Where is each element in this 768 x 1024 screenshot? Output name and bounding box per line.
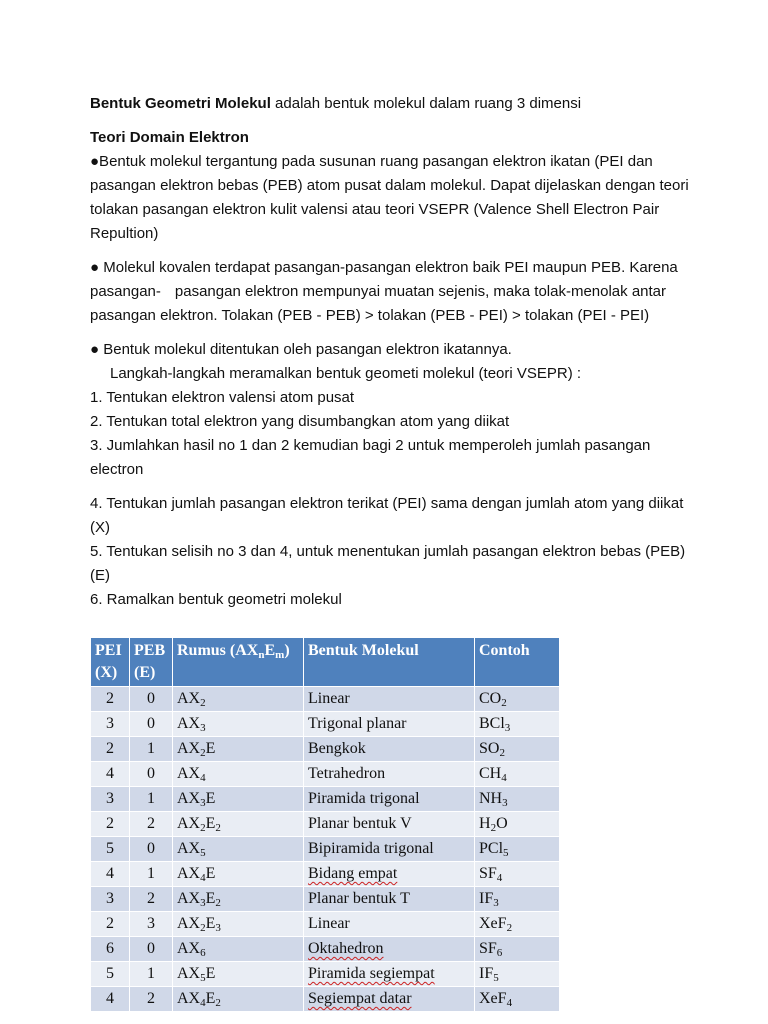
cell-peb: 1 <box>130 962 173 987</box>
cell-contoh: BCl$_3$ <box>475 712 560 737</box>
cell-peb: 1 <box>130 862 173 887</box>
vsepr-table <box>90 637 560 1012</box>
cell-pei: 2 <box>91 687 130 712</box>
intro-definition: adalah bentuk molekul dalam ruang 3 dimensi <box>270 95 582 112</box>
cell-pei: 4 <box>91 862 130 887</box>
cell-peb: 0 <box>130 937 173 962</box>
cell-bentuk: Bengkok <box>304 737 475 762</box>
cell-rumus: $AX_2E_3$ <box>173 912 304 937</box>
cell-pei: 2 <box>91 812 130 837</box>
cell-pei: 4 <box>91 762 130 787</box>
cell-bentuk: Bipiramida trigonal <box>304 837 475 862</box>
cell-rumus: $AX_5$ <box>173 837 304 862</box>
cell-rumus: $AX_6$ <box>173 937 304 962</box>
table-row <box>91 787 560 812</box>
cell-peb: 3 <box>130 912 173 937</box>
step-2: 2. Tentukan total elektron yang disumbangkan atom yang diikat <box>90 413 510 430</box>
section-title: Teori Domain Elektron <box>90 129 249 146</box>
step-1: 1. Tentukan elektron valensi atom pusat <box>90 389 355 406</box>
table-row <box>91 837 560 862</box>
cell-contoh: $IF_5$ <box>475 962 560 987</box>
cell-peb: 0 <box>130 687 173 712</box>
cell-rumus: $AX_2E$ <box>173 737 304 762</box>
cell-contoh: XeF$_2$ <box>475 912 560 937</box>
cell-bentuk: Trigonal planar <box>304 712 475 737</box>
cell-bentuk: Planar bentuk V <box>304 812 475 837</box>
table-row <box>91 762 560 787</box>
cell-bentuk: Piramida segiempat <box>304 962 475 987</box>
cell-contoh: $CO_2$ <box>475 687 560 712</box>
cell-contoh: $CH_4$ <box>475 762 560 787</box>
header-contoh: Contoh <box>475 638 560 687</box>
cell-peb: 0 <box>130 712 173 737</box>
table-row <box>91 937 560 962</box>
cell-contoh: XeF$_4$ <box>475 987 560 1012</box>
table-row <box>91 737 560 762</box>
cell-peb: 1 <box>130 737 173 762</box>
cell-pei: 3 <box>91 887 130 912</box>
intro-term: Bentuk Geometri Molekul <box>90 95 271 112</box>
cell-pei: 4 <box>91 987 130 1012</box>
cell-pei: 2 <box>91 912 130 937</box>
step-4: 4. Tentukan jumlah pasangan elektron terikat (PEI) sama dengan jumlah atom yang diikat (X) <box>90 495 684 536</box>
table-row <box>91 687 560 712</box>
header-rumus: Rumus $(AX_nE_m)$ <box>173 638 304 687</box>
cell-contoh: $SO_2$ <box>475 737 560 762</box>
step-5: 5. Tentukan selisih no 3 dan 4, untuk menentukan jumlah pasangan elektron bebas (PEB) (E) <box>90 543 686 584</box>
cell-pei: 2 <box>91 737 130 762</box>
cell-bentuk: Segiempat datar <box>304 987 475 1012</box>
paragraph-2-part-a: ● Molekul kovalen terdapat pasangan-pasangan elektron baik PEI maupun PEB. Karena pasangan- <box>90 259 678 300</box>
cell-rumus: $AX_3$ <box>173 712 304 737</box>
cell-peb: 0 <box>130 837 173 862</box>
header-pei: PEI (X) <box>91 638 130 687</box>
cell-pei: 3 <box>91 787 130 812</box>
cell-peb: 2 <box>130 987 173 1012</box>
cell-bentuk: Bidang empat <box>304 862 475 887</box>
cell-rumus: $AX_3E$ <box>173 787 304 812</box>
cell-rumus: $AX_2E_2$ <box>173 812 304 837</box>
table-row <box>91 962 560 987</box>
cell-rumus: $AX_4E_2$ <box>173 987 304 1012</box>
table-row <box>91 887 560 912</box>
cell-rumus: $AX_2$ <box>173 687 304 712</box>
cell-rumus: $AX_4$ <box>173 762 304 787</box>
table-row <box>91 812 560 837</box>
table-row <box>91 987 560 1012</box>
cell-contoh: $H_2O$ <box>475 812 560 837</box>
cell-bentuk: Planar bentuk T <box>304 887 475 912</box>
header-bentuk: Bentuk Molekul <box>304 638 475 687</box>
cell-rumus: $AX_3E_2$ <box>173 887 304 912</box>
cell-pei: 5 <box>91 837 130 862</box>
intro-line <box>90 92 690 116</box>
cell-contoh: PCl$_5$ <box>475 837 560 862</box>
cell-rumus: $AX_4E$ <box>173 862 304 887</box>
paragraph-3: ● Bentuk molekul ditentukan oleh pasangan elektron ikatannya. <box>90 341 512 358</box>
cell-bentuk: Linear <box>304 912 475 937</box>
cell-contoh: $IF_3$ <box>475 887 560 912</box>
cell-peb: 2 <box>130 887 173 912</box>
cell-contoh: $NH_3$ <box>475 787 560 812</box>
table-row <box>91 912 560 937</box>
step-6: 6. Ramalkan bentuk geometri molekul <box>90 591 342 608</box>
document-body <box>90 92 690 612</box>
steps-intro: Langkah-langkah meramalkan bentuk geometi molekul (teori VSEPR) : <box>110 365 582 382</box>
cell-peb: 1 <box>130 787 173 812</box>
cell-rumus: $AX_5E$ <box>173 962 304 987</box>
cell-pei: 3 <box>91 712 130 737</box>
cell-bentuk: Linear <box>304 687 475 712</box>
table-body <box>91 687 560 1012</box>
cell-peb: 0 <box>130 762 173 787</box>
table-row <box>91 862 560 887</box>
cell-bentuk: Piramida trigonal <box>304 787 475 812</box>
table-row <box>91 712 560 737</box>
cell-contoh: $SF_4$ <box>475 862 560 887</box>
cell-pei: 5 <box>91 962 130 987</box>
step-3: 3. Jumlahkan hasil no 1 dan 2 kemudian bagi 2 untuk memperoleh jumlah pasangan electron <box>90 437 651 478</box>
cell-bentuk: Oktahedron <box>304 937 475 962</box>
header-peb: PEB (E) <box>130 638 173 687</box>
cell-bentuk: Tetrahedron <box>304 762 475 787</box>
paragraph-2 <box>90 256 690 328</box>
cell-peb: 2 <box>130 812 173 837</box>
cell-pei: 6 <box>91 937 130 962</box>
paragraph-2-part-b: pasangan elektron mempunyai muatan sejenis, maka tolak-menolak antar pasangan elektron. Tolakan (PEB - PEB) > tolakan (PEB - PEI) > tolakan (PEI - PEI) <box>90 283 667 324</box>
paragraph-1: ●Bentuk molekul tergantung pada susunan ruang pasangan elektron ikatan (PEI dan pasangan elektron bebas (PEB) atom pusat dalam molekul. Dapat dijelaskan dengan teori tolakan pasangan elektron kulit valensi atau teori VSEPR (Valence Shell Electron Pair Repultion) <box>90 153 689 242</box>
cell-contoh: $SF_6$ <box>475 937 560 962</box>
table-header-row <box>91 638 560 687</box>
